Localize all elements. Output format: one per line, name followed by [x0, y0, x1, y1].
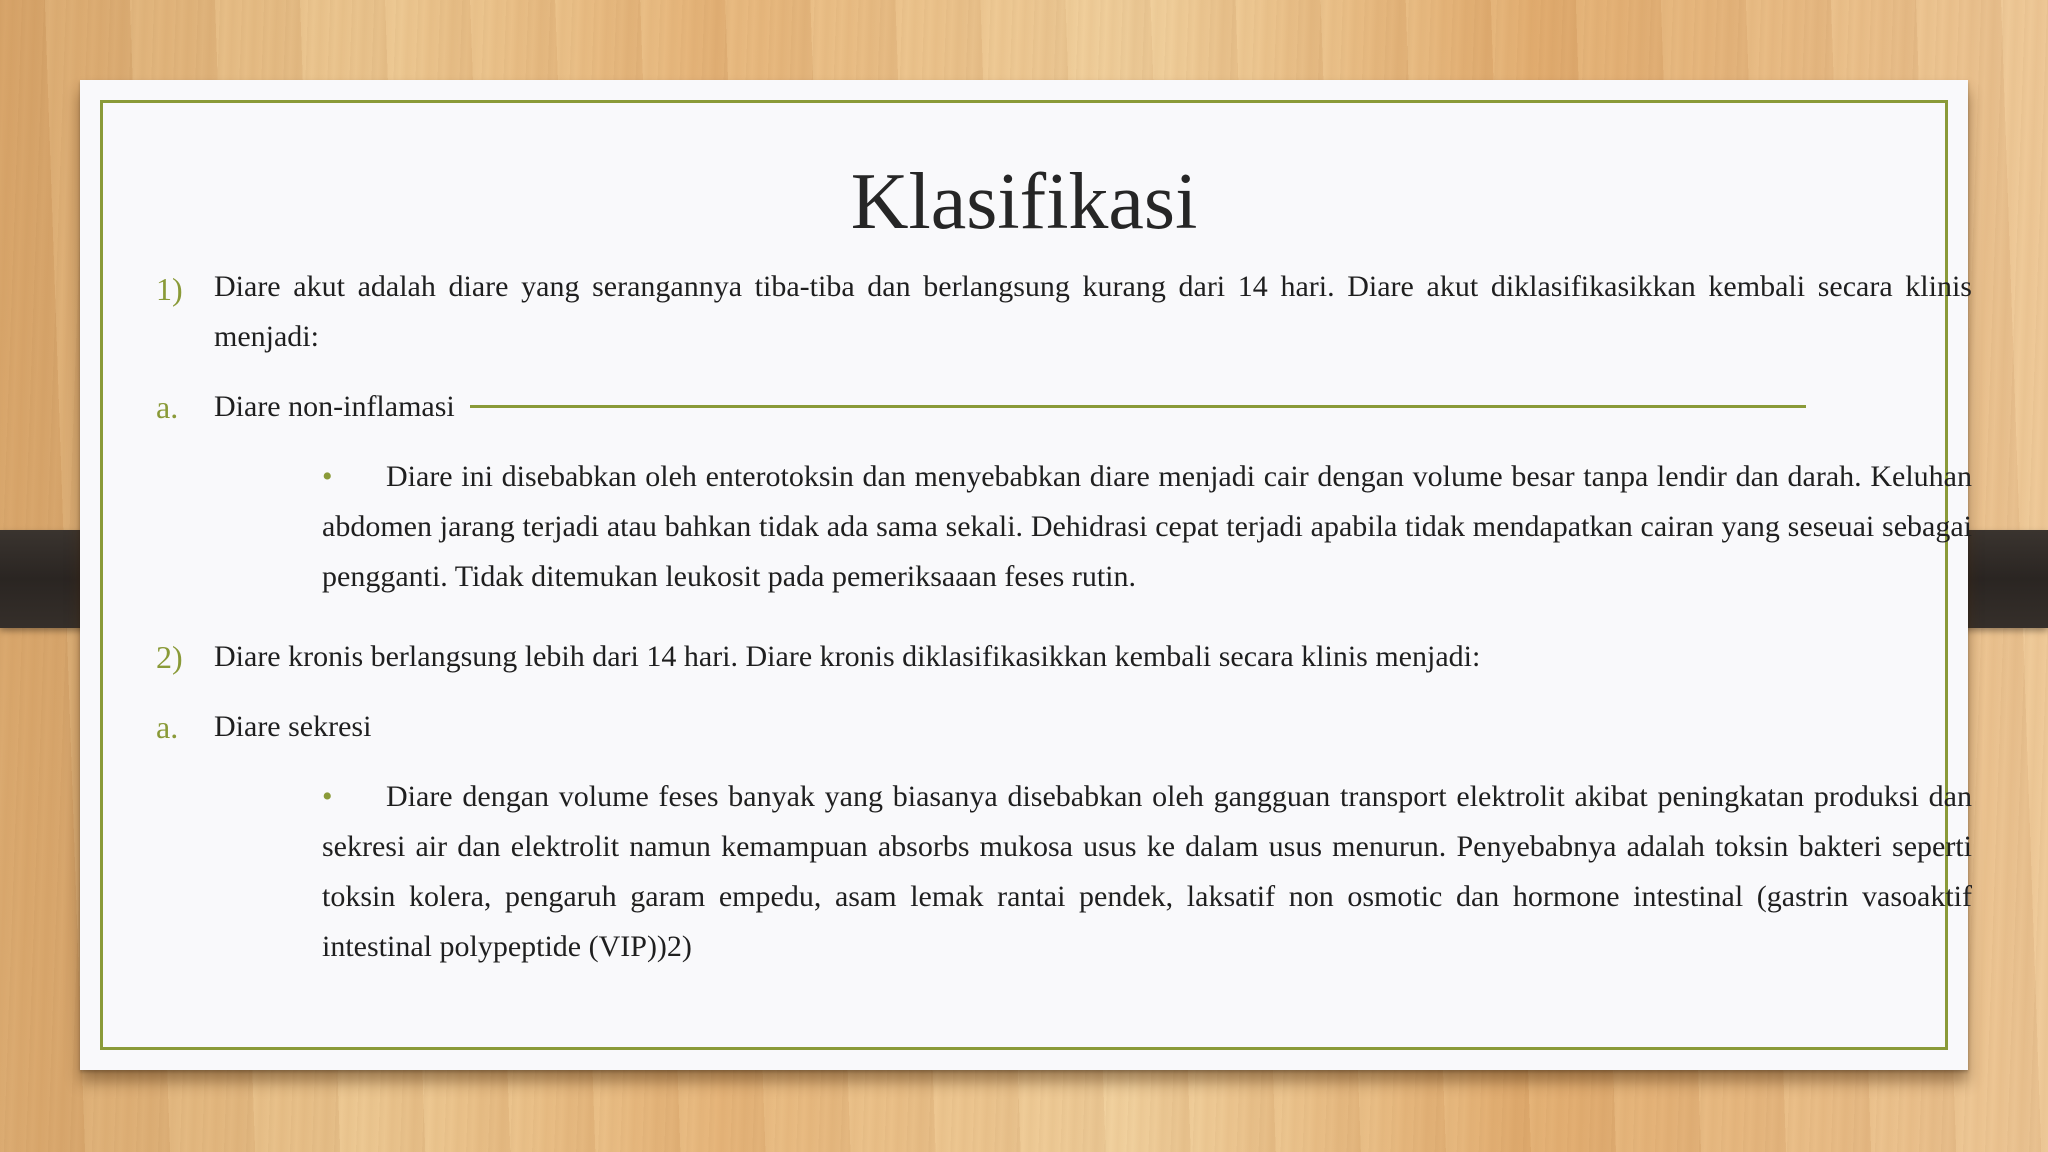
section1-bullet-item	[322, 452, 1972, 602]
section2-sub-label: Diare sekresi	[214, 710, 372, 743]
bullet-icon: •	[322, 780, 333, 813]
section1-bullet-text: Diare ini disebabkan oleh enterotoksin dan menyebabkan diare menjadi cair dengan volume besar tanpa lendir dan darah. Keluhan abdomen jarang terjadi atau bahkan tidak ada sama sekali. Dehidrasi cepat terjadi apabila tidak mendapatkan cairan yang seseuai sebagai pengganti. Tidak ditemukan leukosit pada pemeriksaaan feses rutin.	[322, 460, 1972, 593]
section2-bullet-item	[322, 772, 1972, 972]
section1-marker: 1)	[156, 271, 183, 307]
section1-sub-marker: a.	[156, 389, 179, 425]
section2-text: Diare kronis berlangsung lebih dari 14 hari. Diare kronis diklasifikasikkan kembali secara klinis menjadi:	[214, 640, 1481, 673]
section1-text: Diare akut adalah diare yang serangannya tiba-tiba dan berlangsung kurang dari 14 hari. Diare akut diklasifikasikkan kembali secara klinis menjadi:	[214, 270, 1972, 353]
slide-card	[80, 80, 1972, 1070]
section1-sub-label: Diare non-inflamasi	[214, 390, 455, 423]
slide-title: Klasifikasi	[850, 158, 1198, 246]
section2-marker: 2)	[156, 639, 183, 675]
section2-sub-marker: a.	[156, 709, 179, 745]
bullet-icon: •	[322, 460, 333, 493]
section2-bullet-text: Diare dengan volume feses banyak yang biasanya disebabkan oleh gangguan transport elektrolit akibat peningkatan produksi dan sekresi air dan elektrolit namun kemampuan absorbs mukosa usus ke dalam usus menurun. Penyebabnya adalah toksin bakteri seperti toksin kolera, pengaruh garam empedu, asam lemak rantai pendek, laksatif non osmotic dan hormone intestinal (gastrin vasoaktif intestinal polypeptide (VIP))2)	[322, 780, 1972, 963]
strikethrough-rule	[470, 405, 1806, 408]
